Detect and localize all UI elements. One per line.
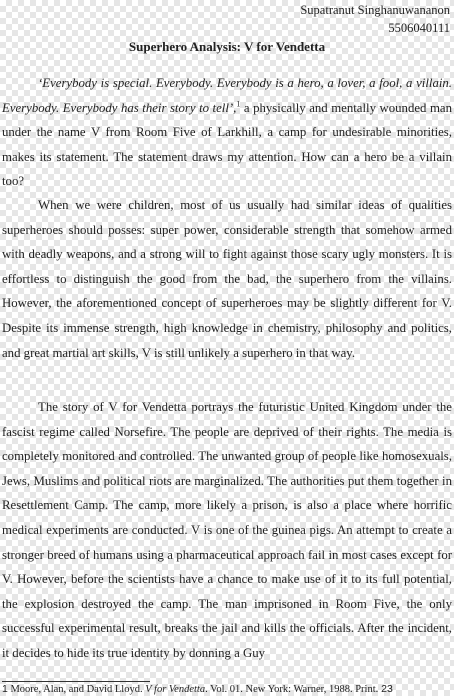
student-id: 5506040111 xyxy=(388,21,450,35)
footnote-text-after: . Vol. 01. New York: Warner, 1988. Print. xyxy=(205,684,379,695)
footnote-number: 1 xyxy=(2,683,8,695)
paragraph-1-text: a physically and mentally wounded man under the name V from Room Five of Larkhill, a camp for undesirable minorities, makes its statement. The statement draws my attention. How can a hero be a villain too? xyxy=(2,100,452,189)
paragraph-1 xyxy=(2,71,452,194)
paragraph-3: The story of V for Vendetta portrays the futuristic United Kingdom under the fascist regime called Norsefire. The people are deprived of their rights. The media is completely monitored and controlled. The unwanted group of people like homosexuals, Jews, Muslims and political riots are marginalized. The authorities put them together in Resettlement Camp. The camp, more likely a prison, is also a place where horrific medical experiments are conducted. V is one of the guinea pigs. An attempt to create a stronger breed of humans using a pharmaceutical approach fail in most cases except for V. However, before the scientists have a chance to make use of it to its full potential, the explosion destroyed the camp. The man imprisoned in Room Five, the only successful experimental result, breaks the jail and kills the officials. After the incident, it decides to hide its true identity by donning a Guy xyxy=(2,400,452,660)
footnote xyxy=(2,683,393,696)
opening-quote: ‘Everybody is special. Everybody. Everybody is a hero, a lover, a fool, a villain. Everybody. Everybody has their story to tell’, xyxy=(2,76,452,115)
page-number: 23 xyxy=(378,683,393,695)
page-header xyxy=(300,1,450,37)
footnote-text-before: Moore, Alan, and David Lloyd. xyxy=(7,684,146,695)
footnote-book-title: V for Vendetta xyxy=(145,684,206,695)
author-name: Supatranut Singhanuwananon xyxy=(300,3,450,17)
footnote-divider xyxy=(2,681,150,682)
footnote-mark[interactable]: 1 xyxy=(236,99,241,109)
paragraph-2: When we were children, most of us usually had similar ideas of qualities superheroes should posses: super power, considerable strength that somehow armed with deadly weapons, and a strong will to fight against those scary ugly monsters. It is effortless to distinguish the good from the bad, the superhero from the villains. However, the aforementioned concept of superheroes may be slightly different for V. Despite its immense strength, high knowledge in chemistry, philosophy and politics, and great martial art skills, V is still unlikely a superhero in that way. xyxy=(2,198,452,360)
essay-title: Superhero Analysis: V for Vendetta xyxy=(128,39,326,54)
